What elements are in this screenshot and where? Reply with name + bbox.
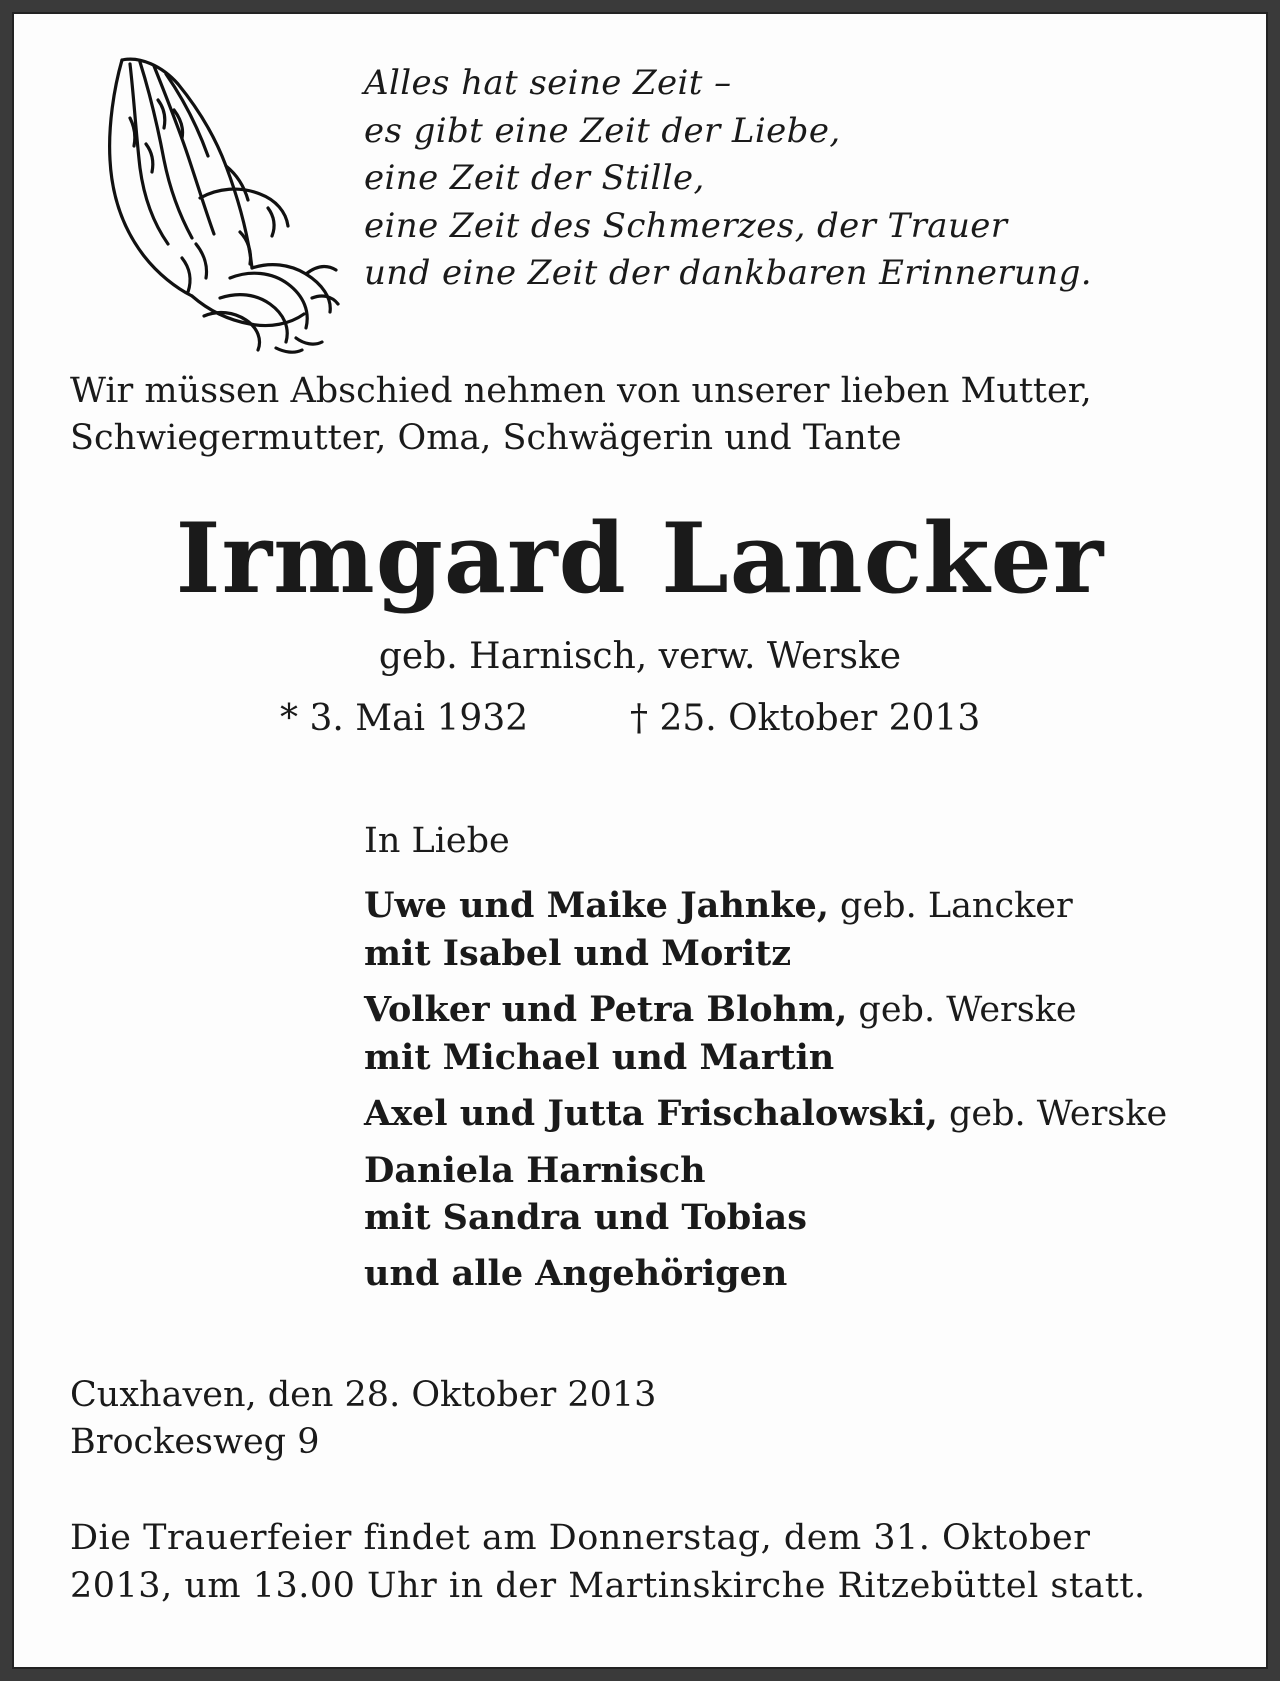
family-entry (364, 1250, 1167, 1297)
family-children: mit Isabel und Moritz (364, 933, 792, 974)
poem-line: und eine Zeit der dankbaren Erinnerung. (364, 253, 1092, 293)
poem-line: es gibt eine Zeit der Liebe, (364, 110, 841, 151)
praying-hands-icon (100, 48, 340, 358)
family-note: geb. Werske (937, 1094, 1168, 1134)
family-names: Volker und Petra Blohm, (364, 989, 848, 1030)
ceremony-notice (70, 1514, 1146, 1610)
ceremony-line: Die Trauerfeier findet am Donnerstag, dem 31. Oktober (70, 1518, 1091, 1558)
family-names: Daniela Harnisch (364, 1150, 706, 1191)
family-children: mit Sandra und Tobias (364, 1197, 807, 1238)
family-entry (364, 1090, 1167, 1138)
death-date: † 25. Oktober 2013 (630, 698, 981, 739)
family-names: und alle Angehörigen (364, 1253, 788, 1294)
intro-line: Wir müssen Abschied nehmen von unserer lieben Mutter, (70, 371, 1092, 411)
poem-line: Alles hat seine Zeit – (364, 63, 732, 103)
poem-line: eine Zeit der Stille, (364, 158, 705, 198)
city-date: Cuxhaven, den 28. Oktober 2013 (70, 1375, 657, 1415)
family-children: mit Michael und Martin (364, 1037, 835, 1078)
family-entry (364, 882, 1167, 977)
intro-line: Schwiegermutter, Oma, Schwägerin und Tante (70, 418, 902, 458)
poem-line: eine Zeit des Schmerzes, der Trauer (364, 205, 1008, 246)
birth-date: * 3. Mai 1932 (280, 698, 529, 739)
family-list (364, 818, 1167, 1306)
intro-text (70, 368, 1092, 462)
street-address: Brockesweg 9 (70, 1422, 320, 1462)
family-note: geb. Werske (847, 990, 1077, 1030)
place-and-address (70, 1372, 656, 1466)
poem (364, 60, 1092, 298)
family-heading: In Liebe (364, 821, 510, 861)
deceased-name: Irmgard Lancker (175, 502, 1105, 615)
family-names: Uwe und Maike Jahnke, (364, 885, 829, 926)
family-note: geb. Lancker (828, 886, 1073, 926)
ceremony-line: 2013, um 13.00 Uhr in der Martinskirche Ritzebüttel statt. (70, 1566, 1146, 1606)
family-entry (364, 1147, 1167, 1241)
birth-names: geb. Harnisch, verw. Werske (378, 636, 902, 677)
family-names: Axel und Jutta Frischalowski, (364, 1093, 938, 1134)
family-entry (364, 986, 1167, 1081)
